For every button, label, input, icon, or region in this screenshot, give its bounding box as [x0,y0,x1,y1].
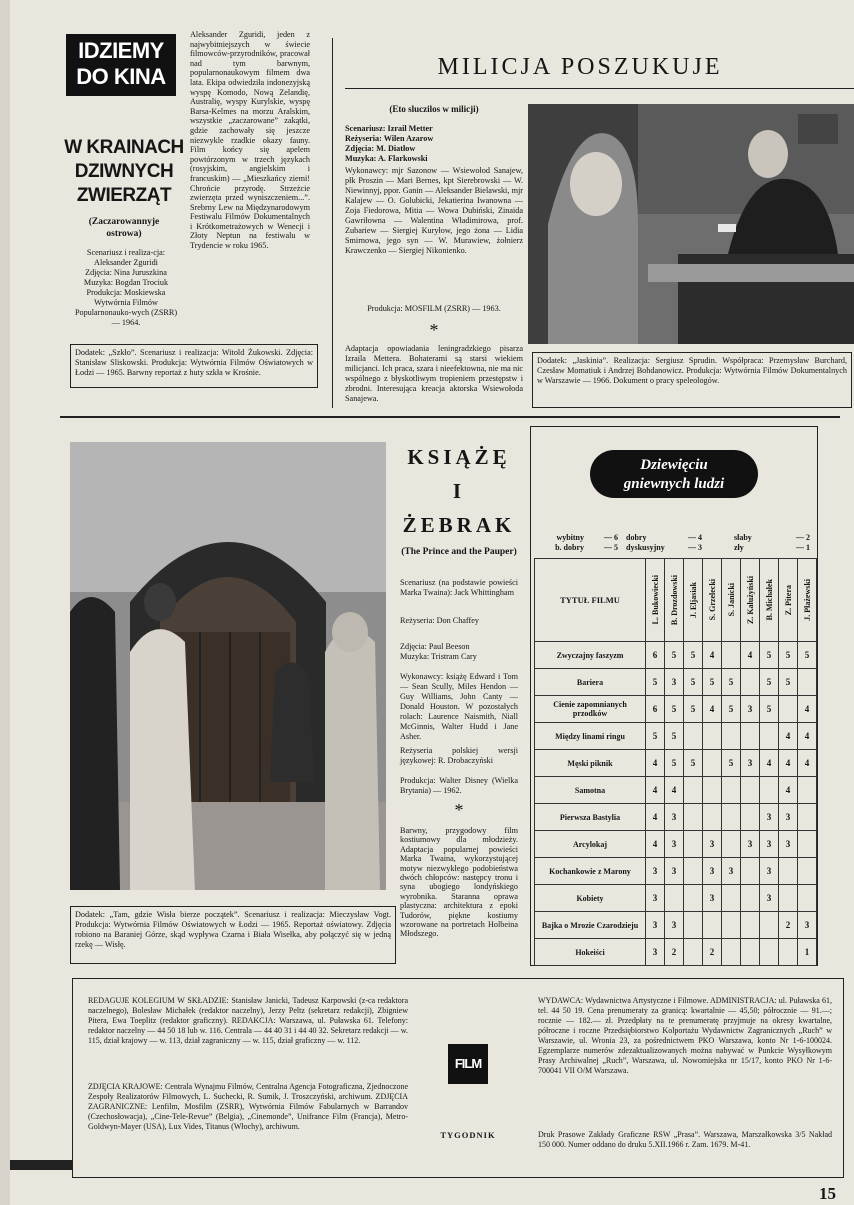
score-cell: 2 [779,912,798,939]
score-cell: 4 [779,750,798,777]
score-cell: 5 [779,669,798,696]
wild-credit: Muzyka: Bogdan Trociuk [83,278,169,287]
score-cell: 6 [646,642,665,669]
prince-title-line: KSIĄŻĘ [407,445,511,469]
legend-label: dobry [626,533,647,542]
score-cell: 5 [703,669,722,696]
score-cell [760,939,779,966]
score-cell: 3 [646,939,665,966]
score-cell [722,939,741,966]
ratings-header-line2: gniewnych ludzi [623,476,725,492]
score-cell: 3 [703,885,722,912]
column-logo [66,34,176,96]
wild-credits [70,248,182,328]
score-cell: 3 [722,858,741,885]
critic-column-header [703,559,722,642]
legend-label: b. dobry [555,543,584,552]
critic-name: J. Eljasiak [688,581,698,618]
score-cell: 4 [779,777,798,804]
score-cell: 3 [741,750,760,777]
ratings-header-line1: Dziewięciu [640,457,708,473]
critic-column-header [722,559,741,642]
score-cell: 3 [703,858,722,885]
table-row [535,831,817,858]
score-cell: 4 [703,642,722,669]
score-cell [722,723,741,750]
legend-value: — 2 [796,533,810,542]
bottom-bar [10,1160,72,1170]
score-cell [741,723,760,750]
score-cell [703,777,722,804]
score-cell: 3 [760,885,779,912]
wild-body: Aleksander Zguridi, jeden z najwybitniejszych w świecie filmowców-przyrodników, pracował nad tym barwnym, popularnonaukowym filmem dwa lata. Ekipa odwiedziła indonezyjską wyspę Komodo, Nową Zelandię, Australię, wyspy Kurylskie, wyspę Barsa-Kelmes na morzu Aralskim, wszystkie „zaczarowane” zakątki, gdzie zachowały się jeszcze niezwykle rzadkie okazy fauny. Film końcy się apelem powtórzonym w trzech językach (rosyjskim, angielskim i francuskim) — „Mieszkańcy ziemi! Chrońcie przyrodę. Strzeżcie zwierzęta przed wyniszczeniem...”. Srebrny Lew na Międzynarodowym Festiwalu Filmów Dokumentalnych i Krótkometrażowych w Wenecji i Złoty Neptun na festiwalu w Trydencie w roku 1965. [190,30,310,251]
score-cell: 3 [646,885,665,912]
column-logo-line2: DO KINA [76,64,166,89]
milicja-credits: Scenariusz: Izrail Metter Reżyseria: Wilen Azarow Zdjęcia: M. Diatłow Muzyka: A. Flarkowski [345,124,434,163]
milicja-body: Adaptacja opowiadania leningradzkiego pisarza Izraila Mettera. Bohaterami są starsi wiekiem milicjanci. Ich praca, szara i nieefektowna, nie ma nic wspólnego z błyskotliwym tropieniem przestępstw i zbrodni. Interesująca kreacja aktorska Wsiewołoda Sanajewa. [345,344,523,403]
film-title-cell: Kochankowie z Marony [535,858,646,885]
legend-value: — 4 [688,533,702,542]
film-title-cell: Arcylokaj [535,831,646,858]
score-cell: 3 [760,804,779,831]
score-cell: 5 [779,642,798,669]
score-cell: 5 [665,642,684,669]
wisla-text: Dodatek: „Tam, gdzie Wisła bierze początek”. Scenariusz i realizacja: Mieczysław Vogt. Produkcja: Wytwórnia Filmów Oświatowych w Łodzi — 1965. Reportaż oświatowy. Zdjęcia robiono na Baraniej Górze, skąd wypływa Czarna i Biała Wisełka, aby połączyć się w jedną rzekę — Wisłę. [75,910,391,949]
jaskinia-box [532,352,852,408]
table-row [535,858,817,885]
table-row [535,669,817,696]
prince-polish: Reżyseria polskiej wersji językowej: R. Drobaczyński [400,746,518,765]
wild-credit: Produkcja: Moskiewska Wytwórnia Filmów Popularnonauko-wych (ZSRR) — 1964. [74,288,178,327]
score-cell: 5 [722,750,741,777]
score-cell: 3 [665,669,684,696]
score-cell: 6 [646,696,665,723]
score-cell [703,750,722,777]
score-cell: 4 [703,696,722,723]
critic-name: S. Grzelecki [707,579,717,621]
masthead-left-1: REDAGUJE KOLEGIUM W SKŁADZIE: Stanisław Janicki, Tadeusz Karpowski (z-ca redaktora naczelnego), Bolesław Michałek (redaktor naczelny), Jerzy Peltz (sekretarz redakcji), Zbigniew Pitera, Ewa Toeplitz (redaktor graficzny). REDAKCJA: Warszawa, ul. Puławska 61. Telefony: redaktor naczelny — 44 50 18 lub w. 116. Centrala — 44 40 31 i 44 40 32. Sekretarz redakcji — w. 115, dział krajowy — w. 113, dział zagraniczny — w. 115, dział graficzny — w. 112. [88,996,408,1045]
column-logo-line1: IDZIEMY [78,38,164,63]
prince-title-line: I [452,479,466,503]
score-cell [684,858,703,885]
score-cell [722,642,741,669]
film-title-cell: Samotna [535,777,646,804]
film-title-cell: Między linami ringu [535,723,646,750]
film-title-cell: Zwyczajny faszyzm [535,642,646,669]
critic-name: Z. Kałużyński [745,575,755,624]
prince-cast: Wykonawcy: książę Edward i Tom — Sean Scully, Miles Hendon — Guy Williams, John Canty — Donald Houston. W pozostałych rolach: Laurence Naismith, Niall McGinnis, Walter Hudd i Jane Asher. [400,672,518,741]
score-cell: 4 [760,750,779,777]
critic-name: Z. Pitera [783,584,793,616]
score-cell [779,858,798,885]
score-cell: 4 [741,642,760,669]
szklo-box [70,344,318,388]
film-title-cell: Bariera [535,669,646,696]
score-cell [684,939,703,966]
score-cell [798,777,817,804]
score-cell [722,885,741,912]
score-cell: 4 [646,831,665,858]
ratings-body [535,642,817,966]
masthead-right-1: WYDAWCA: Wydawnictwa Artystyczne i Filmowe. ADMINISTRACJA: ul. Puławska 61, tel. 44 50 19. Cena prenumeraty za granicą: kwartalnie — 45,50; półrocznie — 91.—; rocznie — 182.— zł. Przedpłaty na te prenumeratę przyjmuje na okresy kwartalne, półroczne i roczne Przedsiębiorstwo Kolportażu Wydawnictw Zagranicznych „Ruch” w Warszawie, ul. Wronia 23, za pośrednictwem PKO Warszawa, konto Nr 1-6-100024. Egzemplarze numerów zdezaktualizowanych można nabywać w Punkcie Wysyłkowym Prasy Archiwalnej „Ruch”, Warszawa, ul. Nowomiejska nr 15/17, konto PKO Nr 1-6-700041 VII O/M Warszawa. [538,996,832,1075]
milicja-photo [528,104,854,344]
score-cell [684,885,703,912]
score-cell [798,885,817,912]
score-cell [779,696,798,723]
table-row [535,804,817,831]
score-cell: 5 [722,696,741,723]
score-cell: 3 [665,831,684,858]
legend-label: dyskusyjny [626,543,665,552]
score-cell: 3 [741,831,760,858]
score-cell [722,912,741,939]
prince-director: Reżyseria: Don Chaffey [400,616,479,625]
score-cell [722,804,741,831]
milicja-photo-art [528,104,854,344]
ratings-legend-row [536,533,812,543]
score-cell [741,804,760,831]
score-cell: 3 [760,858,779,885]
title-column-header: TYTUŁ FILMU [535,559,646,642]
masthead-right-2: Druk Prasowe Zakłady Graficzne RSW „Prasa”. Warszawa, Marszałkowska 3/5 Nakład 150 000. Numer oddano do druku 5.XII.1966 r. Zam. 1679. M-41. [538,1130,832,1149]
score-cell [703,912,722,939]
prince-title-line: ŻEBRAK [402,513,516,537]
legend-value: — 3 [688,543,702,552]
score-cell: 4 [798,750,817,777]
prince-star: * [454,800,464,820]
milicja-cast: Wykonawcy: mjr Sazonow — Wsiewołod Sanajew, płk Proszin — Mari Bernes, kpt Sierebrowski — W. Niewinnyj, ppor. Ganin — Aleksander Bielawski, mjr Kalajew — O. Golubicki, Jekatierina Iwanowna — Zoja Fiedorowa, Mitia — Wowa Dubiński, Zinaida Gawriłowna — Walentina Władimirowa, prof. Zubariew — Siergiej Kuryłow, jego żona — Lidia Smirnowa, jego syn — W. Murawiew, żołnierz Krawczenko — Siergiej Nikonienko. [345,166,523,255]
score-cell [741,939,760,966]
score-cell: 5 [760,696,779,723]
score-cell: 3 [798,912,817,939]
table-row [535,696,817,723]
critic-column-header [798,559,817,642]
score-cell: 3 [665,804,684,831]
wild-title-line: ZWIERZĄT [76,185,172,206]
wild-title-line: W KRAINACH [64,137,184,158]
score-cell [798,804,817,831]
score-cell: 4 [646,750,665,777]
score-cell: 3 [779,804,798,831]
score-cell [741,777,760,804]
score-cell: 5 [798,642,817,669]
score-cell: 4 [646,777,665,804]
ratings-table [534,558,817,966]
milicja-title: MILICJA POSZUKUJE [437,54,723,80]
score-cell [760,912,779,939]
wisla-box [70,906,396,964]
section-divider [60,416,840,418]
score-cell: 4 [779,723,798,750]
wild-title-line: DZIWNYCH [74,161,174,182]
ratings-legend [536,533,812,553]
score-cell: 4 [798,696,817,723]
prince-photo-music: Zdjęcia: Paul Beeson Muzyka: Tristram Cary [400,642,477,661]
critic-column-header [741,559,760,642]
wild-title [64,136,184,208]
legend-label: wybitny [556,533,584,542]
score-cell: 5 [684,642,703,669]
legend-value: — 5 [604,543,618,552]
score-cell [684,831,703,858]
wild-subtitle: (Zaczarowannyje ostrowa) [88,217,160,239]
score-cell [798,858,817,885]
score-cell: 3 [646,858,665,885]
column-divider [332,38,333,408]
table-row [535,912,817,939]
prince-production: Produkcja: Walter Disney (Wielka Brytania) — 1962. [400,776,518,795]
score-cell: 5 [684,669,703,696]
score-cell [684,912,703,939]
score-cell [741,912,760,939]
ratings-header [590,450,758,498]
critic-name: L. Bukowiecki [650,575,660,625]
score-cell [741,669,760,696]
page-number: 15 [819,1184,836,1203]
ratings-head-row [535,559,817,642]
score-cell [760,777,779,804]
critic-name: B. Michałek [764,579,774,621]
jaskinia-text: Dodatek: „Jaskinia”. Realizacja: Sergiusz Sprudin. Współpraca: Przemysław Burchard, Czesław Momatiuk i Andrzej Bohdanowicz. Produkcja: Wytwórnia Filmów Dokumentalnych w Warszawie — 1966. Dokument o pracy speleologów. [537,356,847,385]
prince-title [400,440,518,542]
score-cell: 5 [646,723,665,750]
critic-column-header [646,559,665,642]
score-cell [684,804,703,831]
film-title-cell: Cienie zapomnianych przodków [535,696,646,723]
score-cell [703,804,722,831]
prince-body: Barwny, przygodowy film kostiumowy dla młodzieży. Adaptacja popularnej powieści Marka Twaina, wykorzystującej motyw niezwykłego podobieństwa dwóch chłopców: następcy tronu i syna ubogiego londyńskiego wyrobnika. Staranna oprawa plastyczna: architektura z epoki Tudorów, piękne kostiumy wzorowane na portretach Holbeina Młodszego. [400,826,518,939]
score-cell: 5 [665,723,684,750]
prince-photo-art [70,442,386,890]
critic-name: J. Płażewski [802,579,812,621]
score-cell [665,885,684,912]
score-cell [703,723,722,750]
ratings-table-wrap [534,558,817,966]
score-cell: 5 [760,642,779,669]
score-cell: 3 [779,831,798,858]
table-row [535,777,817,804]
critic-column-header [760,559,779,642]
score-cell [779,885,798,912]
score-cell: 5 [665,696,684,723]
szklo-text: Dodatek: „Szkło”. Scenariusz i realizacja: Witold Żukowski. Zdjęcia: Stanisław Sliskowski. Produkcja: Wytwórnia Filmów Oświatowych w Łodzi — 1965. Barwny reportaż z huty szkła w Krośnie. [75,348,313,377]
score-cell: 4 [646,804,665,831]
score-cell [798,669,817,696]
legend-value: — 1 [796,543,810,552]
masthead-left-2: ZDJĘCIA KRAJOWE: Centrala Wynajmu Filmów, Centralna Agencja Fotograficzna, Zjednoczone Zespoły Realizatorów Filmowych, L. Suchecki, R. Sumik, J. Troszczyński, archiwum. ZDJĘCIA ZAGRANICZNE: Lenfilm, Mosfilm (ZSRR), Wytwórnia Filmów Fabularnych w Barrandov (Czechosłowacja), „Cine-Tele-Revue” (Belgia), „Cinemonde”, Unifrance Film (Francja), Metro-Goldwyn-Mayer (USA), Lux Vides, Titanus (Włochy), archiwum. [88,1082,408,1131]
score-cell: 3 [665,912,684,939]
film-title-cell: Hokeiści [535,939,646,966]
score-cell [760,723,779,750]
score-cell: 5 [722,669,741,696]
score-cell [798,831,817,858]
milicja-title-rule [345,88,854,89]
table-row [535,885,817,912]
score-cell: 5 [760,669,779,696]
critic-column-header [665,559,684,642]
score-cell: 3 [665,858,684,885]
milicja-production: Produkcja: MOSFILM (ZSRR) — 1963. [367,304,501,313]
prince-photo [70,442,386,890]
film-logo: FILM [448,1044,488,1084]
critic-column-header [779,559,798,642]
legend-label: słaby [734,533,752,542]
score-cell: 3 [646,912,665,939]
score-cell: 3 [703,831,722,858]
milicja-star: * [429,320,439,340]
score-cell: 2 [703,939,722,966]
score-cell [779,939,798,966]
film-title-cell: Pierwsza Bastylia [535,804,646,831]
score-cell [741,858,760,885]
score-cell: 5 [684,696,703,723]
score-cell: 4 [665,777,684,804]
score-cell: 3 [741,696,760,723]
score-cell: 1 [798,939,817,966]
ratings-legend-row [536,543,812,553]
score-cell: 2 [665,939,684,966]
score-cell [684,723,703,750]
table-row [535,939,817,966]
score-cell: 5 [684,750,703,777]
critic-name: B. Drozdowski [669,574,679,626]
legend-value: — 6 [604,533,618,542]
score-cell [741,885,760,912]
table-row [535,642,817,669]
score-cell [722,777,741,804]
film-title-cell: Męski piknik [535,750,646,777]
prince-scenario: Scenariusz (na podstawie powieści Marka Twaina): Jack Whittingham [400,578,518,597]
page-binding-edge [0,0,10,1205]
score-cell: 3 [760,831,779,858]
table-row [535,750,817,777]
score-cell [684,777,703,804]
wild-credit: Scenariusz i realiza-cja: Aleksander Zguridi [86,248,166,267]
film-title-cell: Bajka o Mrozie Czarodzieju [535,912,646,939]
critic-column-header [684,559,703,642]
table-row [535,723,817,750]
milicja-subtitle: (Eto sluczilos w milicji) [389,104,479,114]
critic-name: S. Janicki [726,583,736,617]
score-cell: 5 [665,750,684,777]
wild-credit: Zdjęcia: Nina Juruszkina [85,268,167,277]
prince-subtitle: (The Prince and the Pauper) [401,547,517,557]
score-cell: 4 [798,723,817,750]
score-cell [722,831,741,858]
legend-label: zły [734,543,744,552]
score-cell: 5 [646,669,665,696]
film-title-cell: Kobiety [535,885,646,912]
tygodnik-label: TYGODNIK [440,1130,496,1140]
